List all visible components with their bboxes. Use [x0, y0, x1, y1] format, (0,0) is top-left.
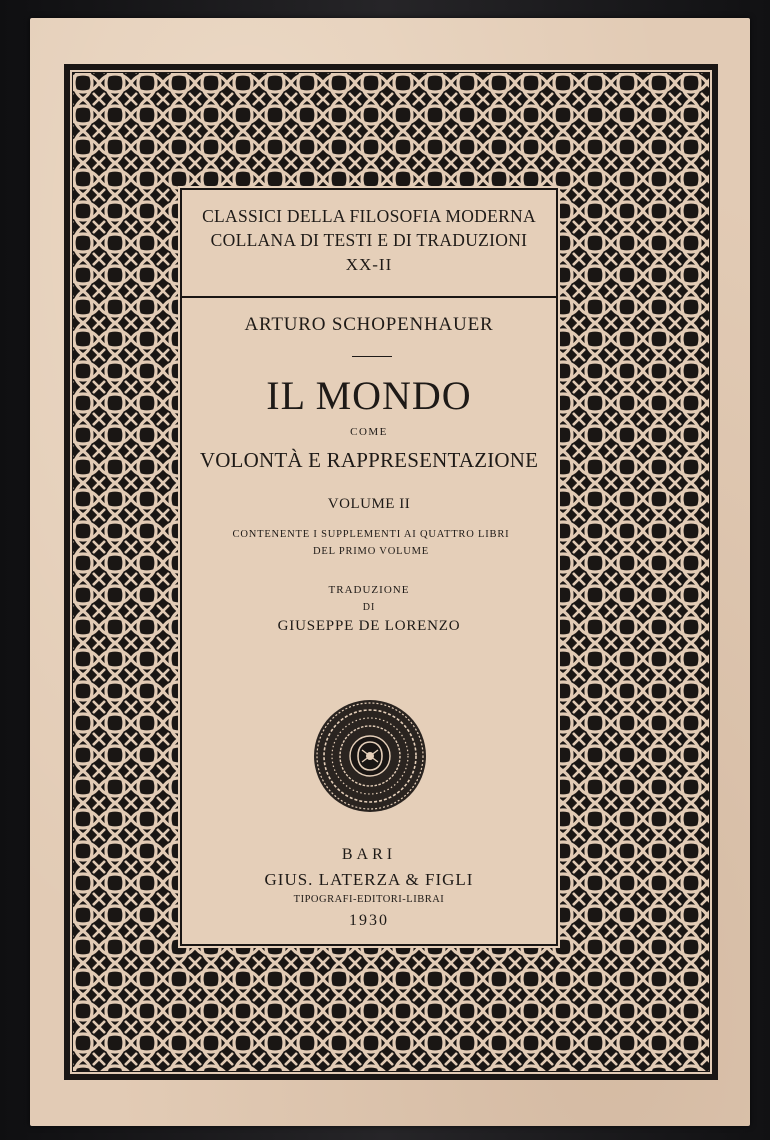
- publication-year: 1930: [349, 912, 389, 929]
- series-name: CLASSICI DELLA FILOSOFIA MODERNA: [202, 206, 536, 226]
- translator-name: GIUSEPPE DE LORENZO: [277, 618, 461, 634]
- volume-label: VOLUME II: [327, 496, 411, 512]
- book-title: IL MONDO: [266, 373, 472, 418]
- translation-label: TRADUZIONE: [328, 584, 410, 596]
- author-name: ARTURO SCHOPENHAUER: [244, 314, 494, 335]
- series-header: [182, 190, 556, 298]
- title-connector: COME: [350, 426, 388, 438]
- publisher-subtitle: TIPOGRAFI-EDITORI-LIBRAI: [293, 894, 445, 905]
- publication-city: BARI: [341, 846, 397, 863]
- title-panel: [180, 188, 558, 946]
- contents-line: CONTENENTE I SUPPLEMENTI AI QUATTRO LIBRI: [232, 529, 510, 540]
- book-subtitle: VOLONTÀ E RAPPRESENTAZIONE: [199, 448, 539, 472]
- volume-contents: [192, 526, 550, 560]
- contents-line: DEL PRIMO VOLUME: [312, 546, 430, 557]
- publisher-emblem-icon: [312, 698, 428, 814]
- book-cover: [30, 18, 750, 1126]
- series-number: XX-II: [345, 255, 393, 274]
- publisher-name: GIUS. LATERZA & FIGLI: [264, 870, 474, 889]
- series-description: COLLANA DI TESTI E DI TRADUZIONI: [210, 230, 528, 250]
- translation-by: DI: [362, 602, 376, 613]
- title-divider: [352, 356, 392, 357]
